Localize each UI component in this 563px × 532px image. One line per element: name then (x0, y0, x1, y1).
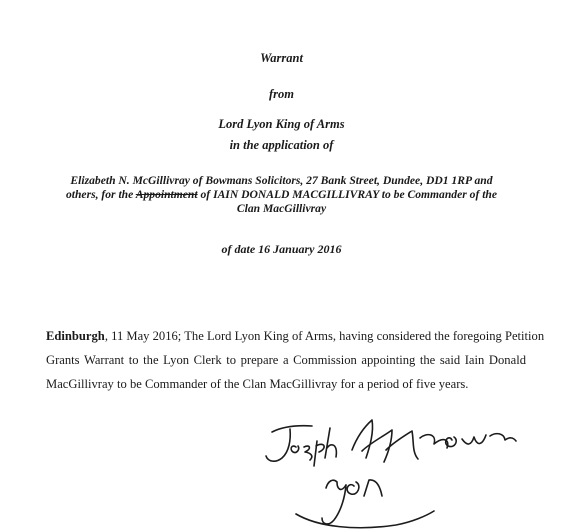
applicant-line-3: Clan MacGillivray (236, 202, 327, 215)
place-name: Edinburgh (46, 329, 105, 343)
applicant-line-2-end: of IAIN DONALD MACGILLIVRAY to be Commander of the (197, 188, 498, 201)
warrant-line-2: Grants Warrant to the Lyon Clerk to prepare a Commission appointing the said Iain Donald (46, 353, 526, 367)
applicant-line-2-start: others, for the (65, 188, 136, 201)
authority-name: Lord Lyon King of Arms (218, 117, 345, 131)
struck-word: Appointment (135, 188, 198, 201)
document-title: Warrant (260, 51, 303, 65)
from-label: from (269, 87, 294, 101)
warrant-line-3: MacGillivray to be Commander of the Clan MacGillivray for a period of five years. (46, 377, 469, 391)
warrant-line-1-rest: , 11 May 2016; The Lord Lyon King of Arms, having considered the foregoing Petition (104, 329, 545, 343)
applicant-line-1: Elizabeth N. McGillivray of Bowmans Solicitors, 27 Bank Street, Dundee, DD1 1RP and (70, 174, 493, 187)
application-context: in the application of (229, 138, 334, 152)
application-date: of date 16 January 2016 (221, 242, 342, 256)
